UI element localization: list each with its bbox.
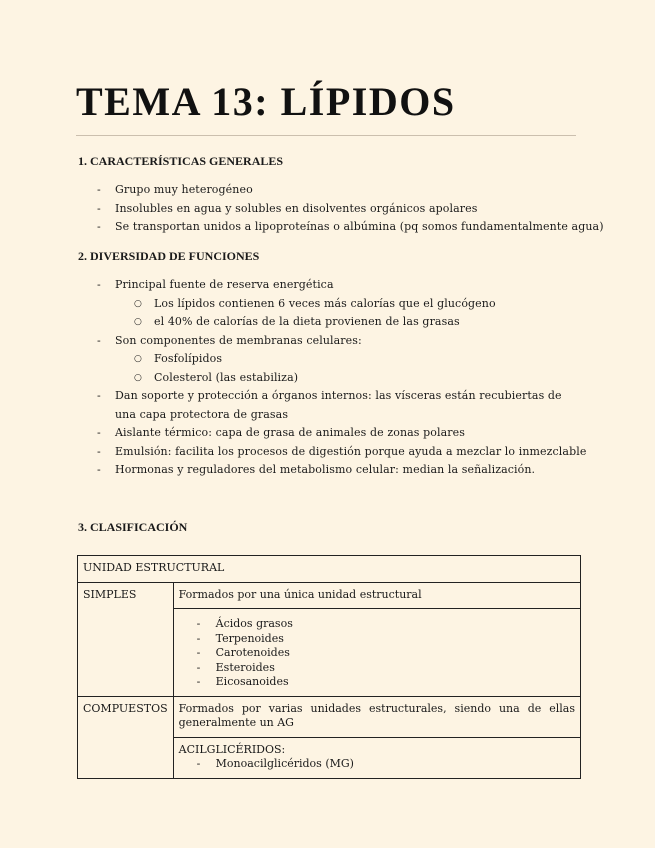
list-item: - Carotenoides (196, 646, 290, 659)
list-item: - Esteroides (196, 660, 275, 674)
section-2-list (0, 276, 586, 480)
list-item: - Insolubles en agua y solubles en disolventes orgánicos apolares (97, 201, 478, 215)
acilgliceridos-label: ACILGLICÉRIDOS: (178, 742, 286, 756)
section-1-heading: 1. CARACTERÍSTICAS GENERALES (78, 154, 284, 168)
section-3-heading: 3. CLASIFICACIÓN (78, 520, 188, 534)
list-item: - Aislante térmico: capa de grasa de animales de zonas polares (97, 426, 466, 439)
simples-items-cell (173, 609, 580, 697)
list-item: - Eicosanoides (196, 675, 289, 688)
circle-bullet-icon: ○ (134, 298, 142, 309)
sub-list-item: ○ el 40% de calorías de la dieta provienen de las grasas (0, 313, 586, 332)
acilgliceridos-list (179, 757, 575, 772)
circle-bullet-icon: ○ (134, 317, 142, 327)
circle-bullet-icon: ○ (134, 372, 142, 383)
title-divider (76, 135, 576, 136)
list-item: - Grupo muy heterogéneo (97, 183, 253, 196)
list-item: - Emulsión: facilita los procesos de digestión porque ayuda a mezclar lo inmezclable (97, 444, 587, 458)
table-row (78, 582, 581, 609)
sub-list-item: ○ Los lípidos contienen 6 veces más calorías que el glucógeno (0, 295, 586, 314)
compuestos-desc-cell: Formados por varias unidades estructurales, siendo una de ellas generalmente un AG (173, 696, 580, 737)
table-row (78, 556, 581, 583)
list-item: - Se transportan unidos a lipoproteínas o albúmina (pq somos fundamentalmente agua) (97, 220, 604, 233)
table-header-cell: UNIDAD ESTRUCTURAL (78, 556, 581, 583)
simples-list (179, 617, 575, 690)
list-item: - Dan soporte y protección a órganos internos: las vísceras están recubiertas de una capa protectora de grasas (97, 389, 562, 421)
list-item: - Monoacilglicéridos (MG) (196, 757, 354, 770)
section-1-list (0, 181, 604, 237)
list-item: - Hormonas y reguladores del metabolismo celular: median la señalización. (97, 463, 536, 476)
list-item: - Son componentes de membranas celulares: (97, 333, 362, 347)
sub-list-item: ○ Colesterol (las estabiliza) (0, 369, 586, 388)
list-item: - Principal fuente de reserva energética (97, 278, 334, 291)
list-item: - Terpenoides (196, 631, 284, 645)
list-item: - Ácidos grasos (196, 617, 293, 630)
table-row (78, 696, 581, 737)
section-2-heading: 2. DIVERSIDAD DE FUNCIONES (78, 249, 260, 263)
simples-desc-cell: Formados por una única unidad estructural (173, 582, 580, 609)
sub-list-item: ○ Fosfolípidos (0, 350, 586, 369)
classification-table (77, 555, 581, 779)
acilgliceridos-cell (173, 737, 580, 778)
simples-label-cell: SIMPLES (78, 582, 174, 696)
compuestos-label-cell: COMPUESTOS (78, 696, 174, 778)
page-title: TEMA 13: LÍPIDOS (76, 79, 456, 124)
circle-bullet-icon: ○ (134, 354, 142, 364)
